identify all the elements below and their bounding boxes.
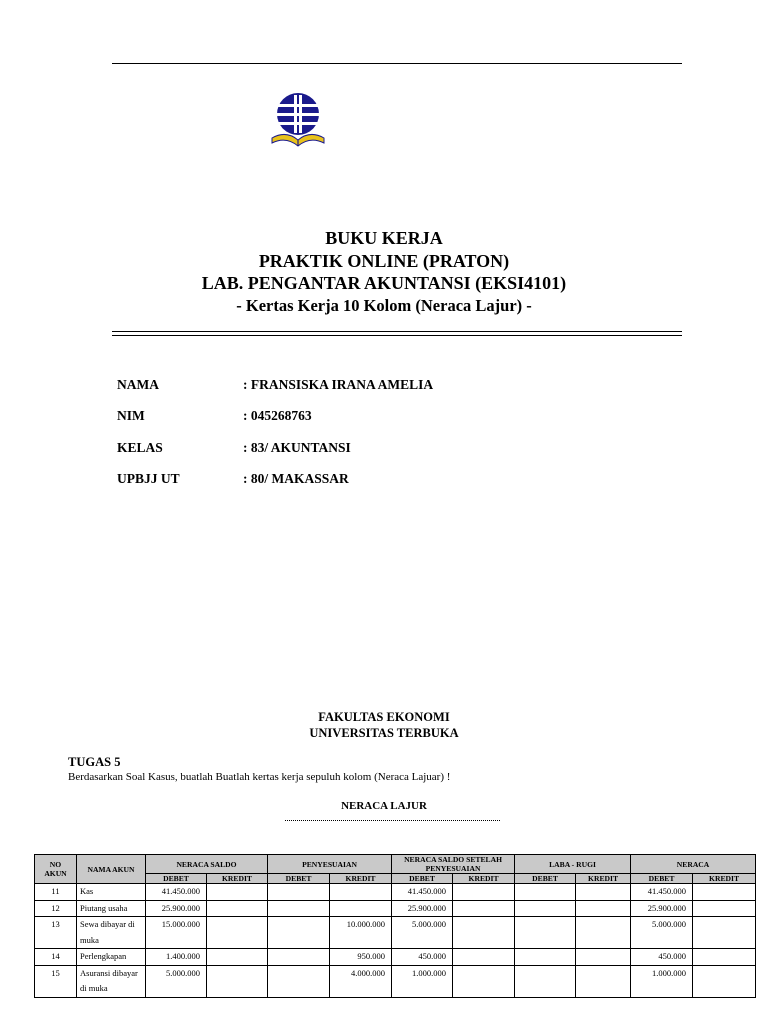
- cell-amount: 1.000.000: [631, 965, 693, 997]
- cell-amount: [693, 965, 756, 997]
- header-kredit: KREDIT: [576, 874, 631, 884]
- header-debet: DEBET: [146, 874, 207, 884]
- cell-amount: 450.000: [392, 949, 453, 966]
- cell-amount: 41.450.000: [392, 884, 453, 901]
- cell-amount: [576, 884, 631, 901]
- cell-amount: [268, 917, 330, 949]
- top-rule: [112, 63, 682, 64]
- cell-amount: [515, 917, 576, 949]
- identity-value: : 045268763: [243, 408, 312, 424]
- cell-amount: [576, 917, 631, 949]
- cell-amount: 41.450.000: [631, 884, 693, 901]
- cell-amount: 1.400.000: [146, 949, 207, 966]
- cell-nama-akun: Sewa dibayar di muka: [77, 917, 146, 949]
- header-neraca: NERACA: [631, 855, 756, 874]
- cell-nama-akun: Perlengkapan: [77, 949, 146, 966]
- header-debet: DEBET: [631, 874, 693, 884]
- cell-amount: [330, 900, 392, 917]
- cell-amount: [453, 917, 515, 949]
- cell-amount: [268, 900, 330, 917]
- cell-no-akun: 11: [35, 884, 77, 901]
- cell-amount: [330, 884, 392, 901]
- cell-amount: [693, 917, 756, 949]
- cell-amount: 41.450.000: [146, 884, 207, 901]
- cell-amount: [453, 965, 515, 997]
- cell-amount: [453, 884, 515, 901]
- cell-amount: 25.900.000: [146, 900, 207, 917]
- cell-no-akun: 12: [35, 900, 77, 917]
- cell-amount: [576, 900, 631, 917]
- task-instruction: Berdasarkan Soal Kasus, buatlah Buatlah kertas kerja sepuluh kolom (Neraca Lajuar) !: [68, 771, 451, 783]
- cell-amount: [693, 900, 756, 917]
- header-nama-akun: NAMA AKUN: [77, 855, 146, 884]
- header-neraca-saldo: NERACA SALDO: [146, 855, 268, 874]
- cell-nama-akun: Kas: [77, 884, 146, 901]
- identity-value: : FRANSISKA IRANA AMELIA: [243, 377, 434, 392]
- faculty-block: [0, 709, 768, 741]
- identity-label: UPBJJ UT: [117, 470, 180, 486]
- cell-amount: [453, 900, 515, 917]
- identity-value: : 83/ AKUNTANSI: [243, 439, 351, 455]
- cell-amount: [515, 900, 576, 917]
- cell-amount: [207, 965, 268, 997]
- header-kredit: KREDIT: [330, 874, 392, 884]
- table-group-header-row: [35, 855, 756, 874]
- identity-label: NIM: [117, 408, 145, 424]
- cell-amount: [576, 965, 631, 997]
- header-kredit: KREDIT: [693, 874, 756, 884]
- title-line-3: LAB. PENGANTAR AKUNTANSI (EKSI4101): [201, 273, 567, 293]
- header-kredit: KREDIT: [207, 874, 268, 884]
- identity-label: KELAS: [117, 439, 163, 455]
- header-debet: DEBET: [515, 874, 576, 884]
- table-row: [35, 949, 756, 966]
- university-logo-icon: [268, 90, 328, 152]
- cell-amount: 450.000: [631, 949, 693, 966]
- identity-label: NAMA: [117, 377, 159, 392]
- cell-amount: 5.000.000: [392, 917, 453, 949]
- cell-amount: [268, 949, 330, 966]
- cell-nama-akun: Asuransi dibayar di muka: [77, 965, 146, 997]
- cell-amount: [515, 965, 576, 997]
- cell-amount: [207, 949, 268, 966]
- cell-amount: [207, 884, 268, 901]
- cell-amount: 4.000.000: [330, 965, 392, 997]
- cell-no-akun: 15: [35, 965, 77, 997]
- header-nss-penyesuaian: NERACA SALDO SETELAH PENYESUAIAN: [392, 855, 515, 874]
- header-debet: DEBET: [392, 874, 453, 884]
- title-line-1: BUKU KERJA: [325, 228, 443, 248]
- cell-amount: [515, 949, 576, 966]
- title-line-2: PRAKTIK ONLINE (PRATON): [258, 250, 510, 271]
- cell-amount: [268, 884, 330, 901]
- table-row: [35, 900, 756, 917]
- task-title: TUGAS 5: [68, 755, 121, 769]
- cell-amount: [207, 900, 268, 917]
- cell-amount: [576, 949, 631, 966]
- cell-amount: 5.000.000: [146, 965, 207, 997]
- double-divider: [112, 331, 682, 336]
- header-debet: DEBET: [268, 874, 330, 884]
- cell-amount: 15.000.000: [146, 917, 207, 949]
- faculty-name: FAKULTAS EKONOMI: [318, 710, 450, 724]
- worksheet-table: [34, 854, 756, 998]
- header-no-akun: NO AKUN: [35, 855, 77, 884]
- title-line-4: - Kertas Kerja 10 Kolom (Neraca Lajur) -: [236, 295, 532, 315]
- cell-amount: [268, 965, 330, 997]
- worksheet-title: NERACA LAJUR: [341, 800, 427, 812]
- cell-amount: 25.900.000: [392, 900, 453, 917]
- table-row: [35, 884, 756, 901]
- table-row: [35, 965, 756, 997]
- identity-value: : 80/ MAKASSAR: [243, 470, 349, 486]
- header-kredit: KREDIT: [453, 874, 515, 884]
- dotted-line: [285, 820, 500, 821]
- cell-amount: [693, 949, 756, 966]
- header-penyesuaian: PENYESUAIAN: [268, 855, 392, 874]
- cell-amount: [207, 917, 268, 949]
- cell-amount: [693, 884, 756, 901]
- cell-amount: 950.000: [330, 949, 392, 966]
- cell-nama-akun: Piutang usaha: [77, 900, 146, 917]
- header-laba-rugi: LABA - RUGI: [515, 855, 631, 874]
- university-name: UNIVERSITAS TERBUKA: [309, 726, 459, 740]
- cell-amount: 25.900.000: [631, 900, 693, 917]
- cell-amount: [515, 884, 576, 901]
- cell-amount: 10.000.000: [330, 917, 392, 949]
- cell-amount: 1.000.000: [392, 965, 453, 997]
- cell-no-akun: 13: [35, 917, 77, 949]
- cell-no-akun: 14: [35, 949, 77, 966]
- table-row: [35, 917, 756, 949]
- document-title: [0, 227, 768, 317]
- cell-amount: 5.000.000: [631, 917, 693, 949]
- cell-amount: [453, 949, 515, 966]
